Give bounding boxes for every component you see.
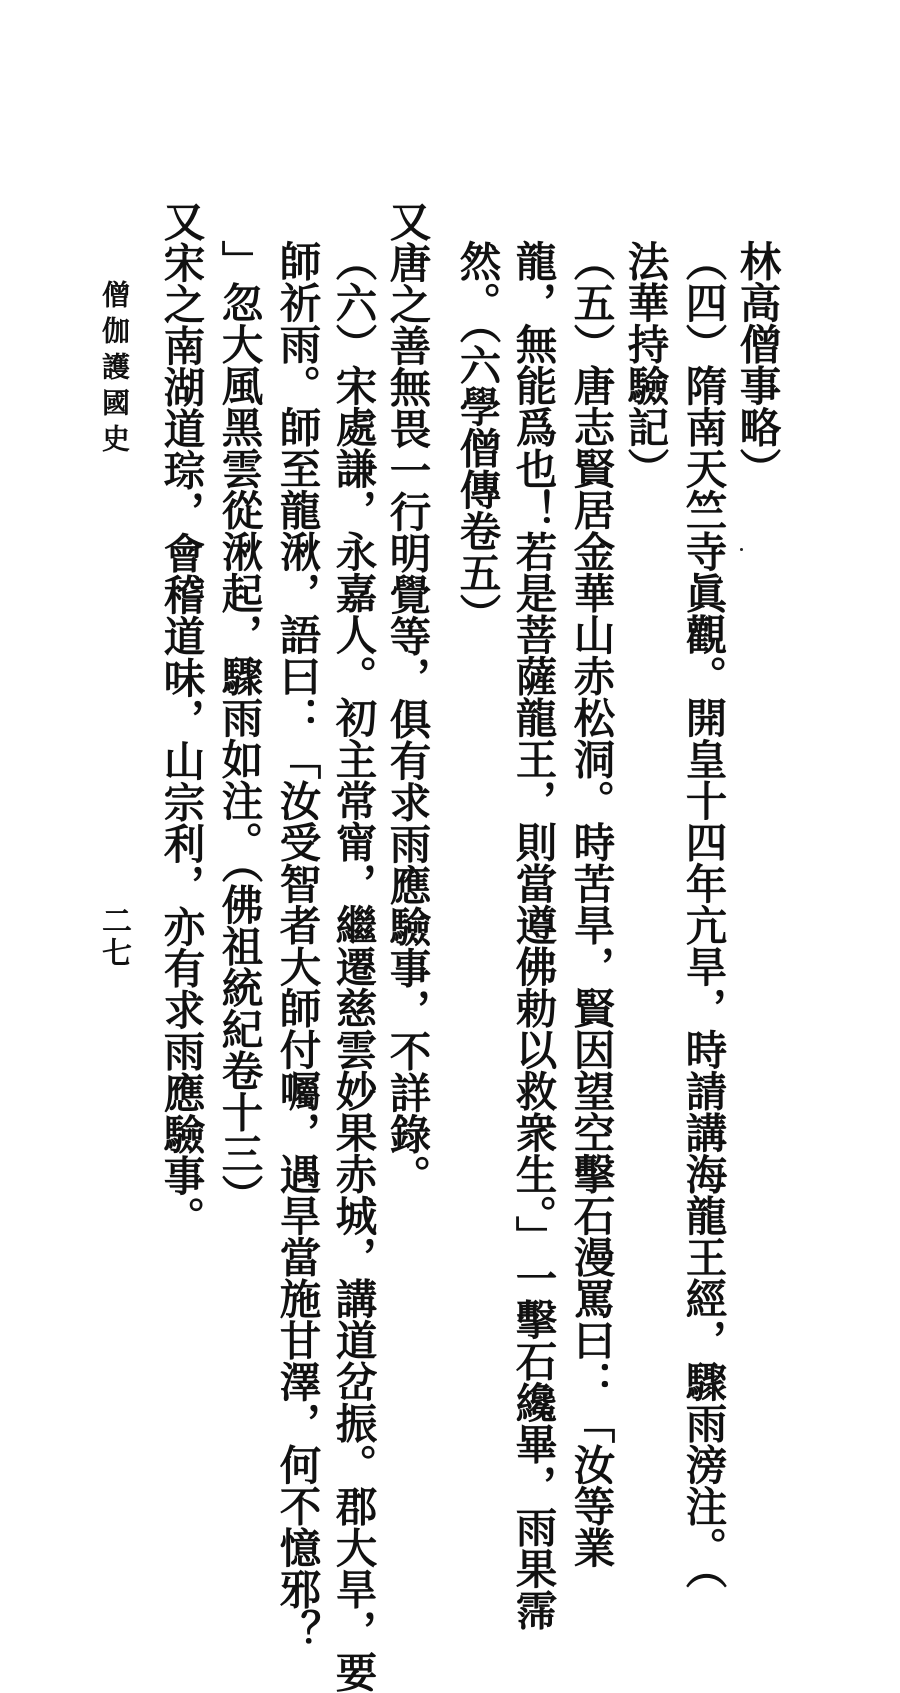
- book-title-header: 僧伽護國史: [98, 280, 131, 460]
- text-column-4: （五）唐志賢居金華山赤松洞。時苦旱，賢因望空擊石漫罵曰：「汝等業: [566, 240, 616, 1568]
- page-number: 二七: [96, 905, 131, 969]
- ink-speck: [740, 548, 743, 551]
- text-column-10: 」忽大風黑雲從湫起，驟雨如注。（佛祖統紀卷十三）: [214, 240, 264, 1216]
- text-column-6: 然。（六學僧傳卷五）: [452, 240, 502, 635]
- text-column-1: 林高僧事略）: [732, 240, 782, 489]
- text-column-7: 又唐之善無畏一行明覺等，俱有求雨應驗事，不詳錄。: [382, 200, 432, 1196]
- text-column-2: （四）隋南天竺寺眞觀。開皇十四年亢旱，時請講海龍王經，驟雨滂注。（: [678, 240, 728, 1589]
- text-column-3: 法華持驗記）: [620, 240, 670, 489]
- text-column-9: 師祈雨。師至龍湫，語曰：「汝受智者大師付囑，遇旱當施甘澤，何不憶邪？: [272, 240, 322, 1651]
- text-column-8: （六）宋處謙，永嘉人。初主常甯，繼遷慈雲妙果赤城，講道岔振。郡大旱，要: [328, 240, 378, 1693]
- text-column-5: 龍，無能爲也！若是菩薩龍王，則當遵佛勅以救衆生。」一擊石纔畢，雨果霈: [508, 240, 558, 1631]
- text-column-11: 又宋之南湖道琮，會稽道味，山宗利，亦有求雨應驗事。: [156, 200, 206, 1238]
